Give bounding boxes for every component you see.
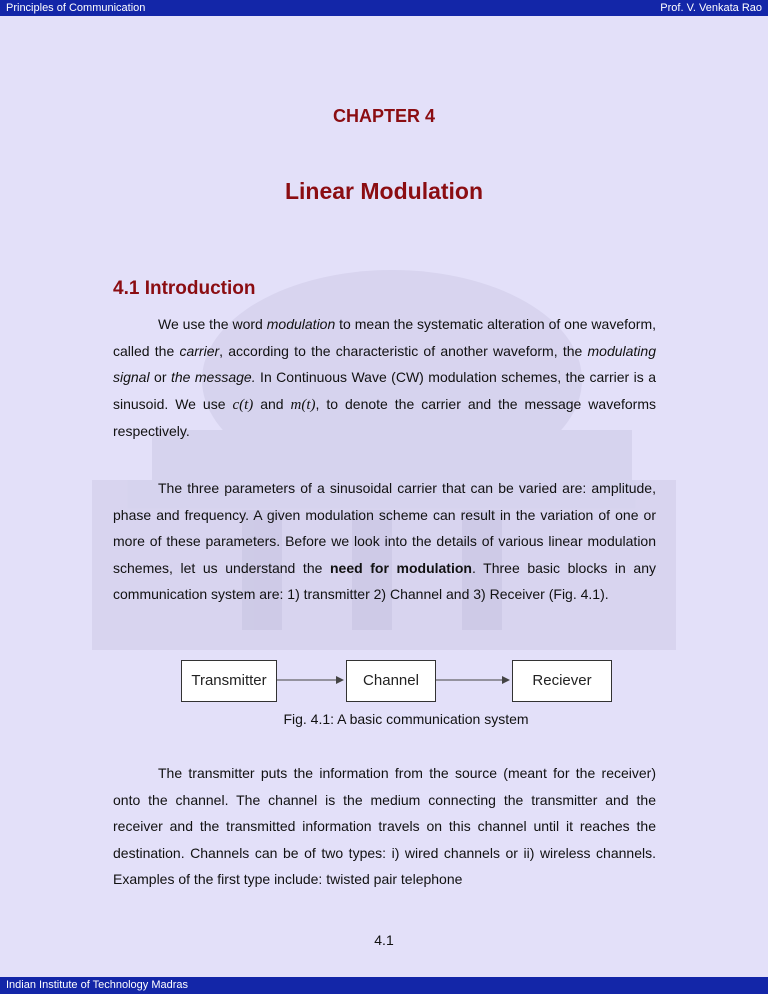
transmitter-paragraph: The transmitter puts the information from the source (meant for the receiver) onto the channel. The channel is the medium connecting the transmitter and the receiver and the transmitted information travels on this channel until it reaches the destination. Channels can be of two types: i) wired channels or ii) wireless channels. Examples of the first type include: twisted pair telephone <box>113 765 656 887</box>
intro-paragraph-2: The three parameters of a sinusoidal carrier that can be varied are: amplitude, phase and frequency. A given modulation scheme can result in the variation of one or more of these parameters. Before we look into the details of various linear modulation schemes, let us understand the need for modulation. Three basic blocks in any communication system are: 1) transmitter 2) Channel and 3) Receiver (Fig. 4.1). <box>113 480 656 602</box>
intro-paragraph-1: We use the word modulation to mean the systematic alteration of one waveform, called the carrier, according to the characteristic of another waveform, the modulating signal or the message. In Continuous Wave (CW) modulation schemes, the carrier is a sinusoid. We use c(t) and m(t), to denote the carrier and the message waveforms respectively. <box>113 316 656 439</box>
page-number: 4.1 <box>374 932 394 948</box>
header-author: Prof. V. Venkata Rao <box>660 2 762 14</box>
page-footer-bar <box>0 977 768 994</box>
page-header-bar <box>0 0 768 16</box>
message-symbol: m(t) <box>290 396 316 413</box>
transmitter-block: Transmitter <box>181 660 277 702</box>
chapter-title: Linear Modulation <box>284 178 484 204</box>
block-diagram <box>179 658 615 706</box>
chapter-label: CHAPTER 4 <box>332 106 435 126</box>
header-course-title: Principles of Communication <box>6 2 146 14</box>
receiver-block: Reciever <box>512 660 612 702</box>
channel-block: Channel <box>346 660 436 702</box>
footer-institute: Indian Institute of Technology Madras <box>6 979 189 991</box>
figure-caption: Fig. 4.1: A basic communication system <box>283 711 529 727</box>
section-heading: 4.1 Introduction <box>113 278 256 299</box>
carrier-symbol: c(t) <box>232 396 254 413</box>
